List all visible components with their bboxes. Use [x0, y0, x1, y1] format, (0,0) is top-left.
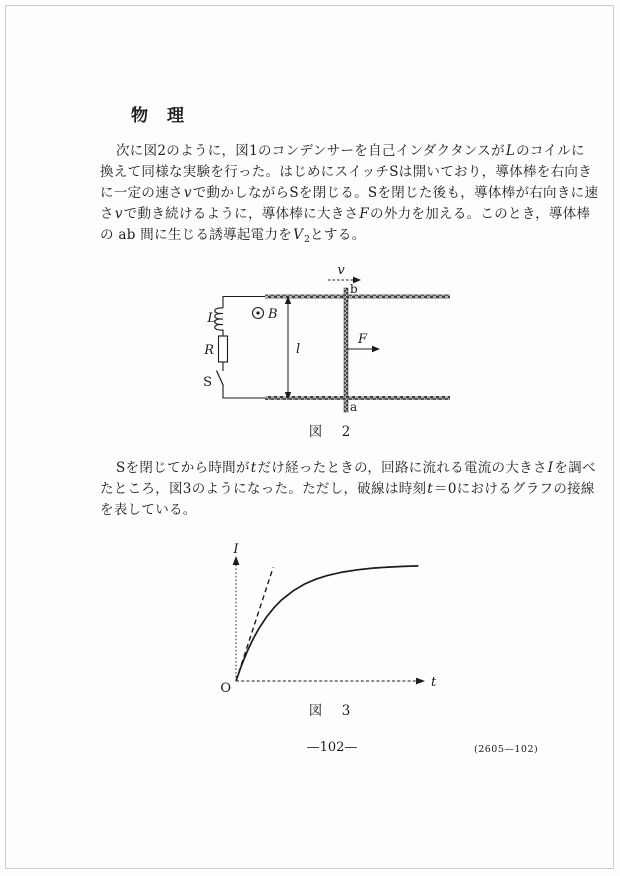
switch-blade-icon: [217, 371, 224, 387]
resistance-label: R: [204, 343, 214, 358]
physics-variable: I: [547, 460, 554, 476]
text-segment: 換えて同様な実験を行った。はじめにスイッチSは開いており，導体棒を右向き: [100, 164, 593, 180]
text-segment: で動き続けるように，導体棒に大きさ: [123, 206, 359, 222]
graph-series-group: [236, 566, 418, 681]
text-line: [100, 225, 545, 251]
bottom-rail: [265, 396, 450, 400]
physics-variable: L: [505, 143, 516, 159]
text-segment: で動かしながらSを閉じる。Sを閉じた後も，導体棒が右向きに速: [192, 185, 599, 201]
text-segment: の ab 間に生じる誘導起電力を: [100, 227, 293, 243]
text-segment: さ: [100, 206, 114, 222]
text-segment: だけ経ったときの，回路に流れる電流の大きさ: [257, 460, 547, 476]
page-number: —102—: [306, 740, 358, 755]
text-segment: を調べ: [554, 460, 596, 476]
origin-label: O: [220, 681, 231, 695]
text-segment: のコイルに: [516, 143, 585, 159]
field-dot-icon: [256, 311, 259, 314]
text-segment: 次に図2のように，図1のコンデンサーを自己インダクタンスが: [116, 143, 505, 159]
text-line: [100, 162, 593, 183]
text-line: [100, 458, 596, 479]
figure3-caption: 図 3: [308, 703, 354, 719]
text-segment: ＝0におけるグラフの接線: [434, 481, 595, 497]
resistor-icon: [219, 336, 228, 362]
terminal-b-label: b: [350, 282, 358, 296]
text-segment: に一定の速さ: [100, 185, 183, 201]
velocity-label: v: [337, 263, 345, 278]
inductance-label: L: [207, 311, 216, 326]
circuit-wire-top: [223, 297, 265, 309]
page-title: 物 理: [131, 106, 185, 126]
conductor-bar: [344, 288, 348, 412]
series-current: [236, 566, 418, 681]
y-axis-arrowhead: [233, 556, 240, 565]
subscript: 2: [304, 235, 311, 245]
figure2-caption: 図 2: [308, 424, 354, 440]
x-axis-arrowhead: [416, 678, 425, 685]
physics-variable: v: [114, 206, 123, 222]
text-line: [100, 204, 591, 225]
text-segment: Sを閉じてから時間が: [116, 460, 250, 476]
force-label: F: [358, 332, 368, 347]
text-segment: とする。: [310, 227, 366, 243]
text-segment: の外力を加える。このとき，導体棒: [370, 206, 591, 222]
terminal-a-label: a: [350, 400, 358, 414]
physics-variable: t: [250, 460, 257, 476]
series-tangent-at-t0: [236, 567, 273, 681]
text-line: [100, 500, 545, 521]
physics-variable: V: [293, 227, 304, 243]
figure3-graph: [205, 540, 455, 695]
text-line: [100, 183, 599, 204]
document-code: (2605—102): [474, 744, 539, 755]
problem-paragraph-2: [100, 458, 596, 521]
physics-variable: t: [427, 481, 434, 497]
force-arrowhead: [372, 346, 380, 353]
physics-variable: v: [183, 185, 192, 201]
text-line: [100, 479, 595, 500]
physics-variable: F: [359, 206, 370, 222]
text-line: [100, 141, 585, 162]
graph-svg: [205, 540, 455, 695]
problem-paragraph-1: [100, 141, 599, 251]
y-axis-label: I: [233, 542, 239, 557]
magnetic-field-label: B: [268, 307, 278, 322]
rail-separation-label: l: [296, 342, 301, 357]
circuit-wire-bottom: [223, 386, 265, 398]
circuit-svg: [130, 260, 470, 420]
x-axis-label: t: [431, 675, 437, 690]
switch-label: S: [203, 375, 212, 390]
text-segment: たところ，図3のようになった。ただし，破線は時刻: [100, 481, 427, 497]
text-segment: を表している。: [100, 502, 197, 518]
figure2-circuit-diagram: [130, 260, 470, 420]
